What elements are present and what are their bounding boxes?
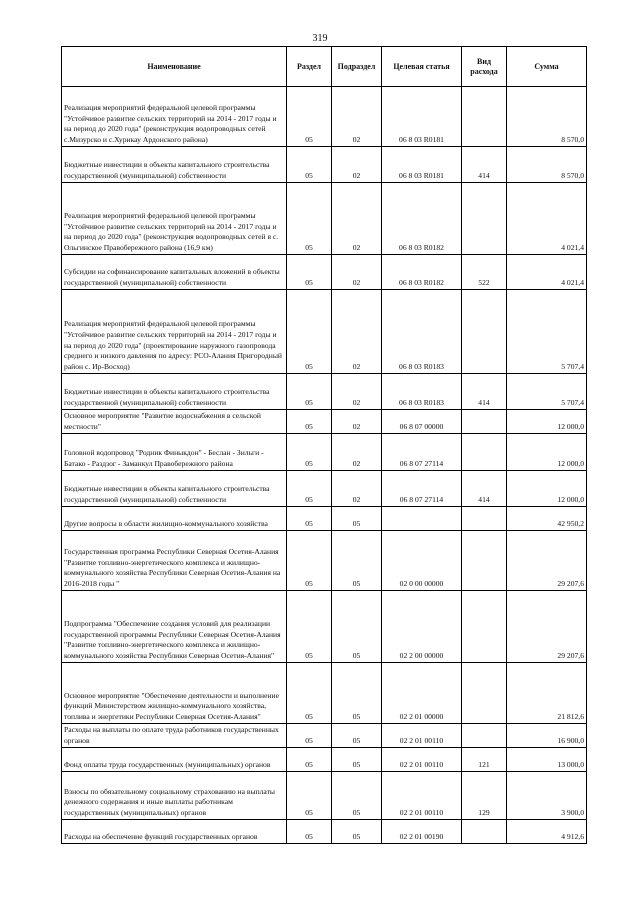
row-expense-type xyxy=(462,183,507,255)
row-subsection: 05 xyxy=(332,724,382,748)
table-row xyxy=(62,772,587,820)
row-subsection: 05 xyxy=(332,748,382,772)
budget-table xyxy=(61,46,587,844)
row-name: Расходы на выплаты по оплате труда работников государственных органов xyxy=(62,724,287,748)
table-row xyxy=(62,147,587,183)
row-name: Головной водопровод "Родник Финыкдон" - Беслан - Зильги - Батако - Раздзог - Заманкул Правобережного района xyxy=(62,434,287,471)
row-expense-type: 414 xyxy=(462,147,507,183)
table-row xyxy=(62,183,587,255)
row-sum: 4 021,4 xyxy=(507,255,587,290)
row-target: 02 2 01 00110 xyxy=(382,724,462,748)
row-expense-type xyxy=(462,434,507,471)
row-sum: 13 000,0 xyxy=(507,748,587,772)
row-target: 06 8 03 R0181 xyxy=(382,147,462,183)
row-subsection: 05 xyxy=(332,772,382,820)
table-row xyxy=(62,410,587,434)
row-name: Бюджетные инвестиции в объекты капитального строительства государственной (муниципальной) собственности xyxy=(62,147,287,183)
table-row xyxy=(62,374,587,410)
row-section: 05 xyxy=(287,772,332,820)
row-name: Реализация мероприятий федеральной целевой программы "Устойчивое развитие сельских территорий на 2014 - 2017 годы и на период до 2020 года" (проектирование наружного газопровода среднего и низкого давления по адресу: РСО-Алания Пригородный район с. Ир-Восход) xyxy=(62,290,287,374)
row-target: 06 8 07 27114 xyxy=(382,434,462,471)
row-section: 05 xyxy=(287,591,332,663)
row-name: Реализация мероприятий федеральной целевой программы "Устойчивое развитие сельских территорий на 2014 - 2017 годы и на период до 2020 года" (реконструкция водопроводных сетей с.Мизурско и с.Хурикау Ардонского района) xyxy=(62,87,287,147)
row-sum: 12 000,0 xyxy=(507,434,587,471)
row-expense-type xyxy=(462,591,507,663)
row-subsection: 05 xyxy=(332,531,382,591)
row-target xyxy=(382,507,462,531)
row-section: 05 xyxy=(287,374,332,410)
row-sum: 4 912,6 xyxy=(507,820,587,844)
row-sum: 21 812,6 xyxy=(507,663,587,724)
row-subsection: 02 xyxy=(332,410,382,434)
row-subsection: 02 xyxy=(332,434,382,471)
row-sum: 29 207,6 xyxy=(507,591,587,663)
table-row xyxy=(62,820,587,844)
row-target: 02 2 01 00000 xyxy=(382,663,462,724)
row-expense-type: 121 xyxy=(462,748,507,772)
table-row xyxy=(62,290,587,374)
row-section: 05 xyxy=(287,434,332,471)
row-name: Фонд оплаты труда государственных (муниципальных) органов xyxy=(62,748,287,772)
row-sum: 5 707,4 xyxy=(507,374,587,410)
col-header-section: Раздел xyxy=(287,47,332,87)
col-header-sum: Сумма xyxy=(507,47,587,87)
row-section: 05 xyxy=(287,255,332,290)
row-subsection: 02 xyxy=(332,290,382,374)
row-name: Расходы на обеспечение функций государственных органов xyxy=(62,820,287,844)
row-subsection: 02 xyxy=(332,374,382,410)
table-row xyxy=(62,507,587,531)
row-subsection: 02 xyxy=(332,471,382,507)
row-target: 02 2 01 00110 xyxy=(382,772,462,820)
row-subsection: 02 xyxy=(332,87,382,147)
row-name: Основное мероприятие "Обеспечение деятельности и выполнение функций Министерством жилищно-коммунального хозяйства, топлива и энергетики Республики Северная Осетия-Алания" xyxy=(62,663,287,724)
row-section: 05 xyxy=(287,87,332,147)
row-expense-type xyxy=(462,531,507,591)
row-sum: 3 900,0 xyxy=(507,772,587,820)
row-section: 05 xyxy=(287,724,332,748)
row-target: 02 2 01 00110 xyxy=(382,748,462,772)
row-sum: 8 570,0 xyxy=(507,87,587,147)
table-row xyxy=(62,471,587,507)
row-sum: 16 900,0 xyxy=(507,724,587,748)
row-target: 06 8 03 R0183 xyxy=(382,290,462,374)
table-row xyxy=(62,748,587,772)
row-subsection: 05 xyxy=(332,591,382,663)
row-expense-type xyxy=(462,410,507,434)
table-row xyxy=(62,663,587,724)
table-header-row xyxy=(62,47,587,87)
row-sum: 4 021,4 xyxy=(507,183,587,255)
row-expense-type xyxy=(462,507,507,531)
row-subsection: 02 xyxy=(332,183,382,255)
col-header-name: Наименование xyxy=(62,47,287,87)
table-row xyxy=(62,591,587,663)
row-subsection: 02 xyxy=(332,147,382,183)
row-name: Государственная программа Республики Северная Осетия-Алания "Развитие топливно-энергетического комплекса и жилищно-коммунального хозяйства Республики Северная Осетия-Алания на 2016-2018 годы " xyxy=(62,531,287,591)
row-target: 06 8 03 R0181 xyxy=(382,87,462,147)
col-header-target: Целевая статья xyxy=(382,47,462,87)
row-sum: 29 207,6 xyxy=(507,531,587,591)
table-row xyxy=(62,87,587,147)
row-section: 05 xyxy=(287,820,332,844)
row-expense-type xyxy=(462,820,507,844)
table-row xyxy=(62,531,587,591)
row-section: 05 xyxy=(287,663,332,724)
row-section: 05 xyxy=(287,290,332,374)
row-target: 06 8 07 27114 xyxy=(382,471,462,507)
row-name: Основное мероприятие "Развитие водоснабжения в сельской местности" xyxy=(62,410,287,434)
row-name: Подпрограмма "Обеспечение создания условий для реализации государственной программы Республики Северная Осетия-Алания "Развитие топливно-энергетического комплекса и жилищно-коммунального хозяйства Республики Северная Осетия-Алания" xyxy=(62,591,287,663)
row-expense-type xyxy=(462,87,507,147)
row-sum: 5 707,4 xyxy=(507,290,587,374)
row-name: Субсидии на софинансирование капитальных вложений в объекты государственной (муниципальной) собственности xyxy=(62,255,287,290)
row-subsection: 02 xyxy=(332,255,382,290)
col-header-expense-type: Вид расхода xyxy=(462,47,507,87)
row-section: 05 xyxy=(287,507,332,531)
row-subsection: 05 xyxy=(332,507,382,531)
row-expense-type: 414 xyxy=(462,374,507,410)
row-target: 02 2 01 00190 xyxy=(382,820,462,844)
row-expense-type: 129 xyxy=(462,772,507,820)
row-section: 05 xyxy=(287,147,332,183)
row-section: 05 xyxy=(287,471,332,507)
row-target: 06 8 03 R0182 xyxy=(382,183,462,255)
row-sum: 12 000,0 xyxy=(507,410,587,434)
row-sum: 8 570,0 xyxy=(507,147,587,183)
row-target: 06 8 07 00000 xyxy=(382,410,462,434)
row-name: Бюджетные инвестиции в объекты капитального строительства государственной (муниципальной) собственности xyxy=(62,471,287,507)
row-expense-type xyxy=(462,724,507,748)
row-name: Бюджетные инвестиции в объекты капитального строительства государственной (муниципальной) собственности xyxy=(62,374,287,410)
row-expense-type: 522 xyxy=(462,255,507,290)
row-sum: 42 950,2 xyxy=(507,507,587,531)
row-name: Другие вопросы в области жилищно-коммунального хозяйства xyxy=(62,507,287,531)
row-sum: 12 000,0 xyxy=(507,471,587,507)
table-row xyxy=(62,434,587,471)
row-expense-type xyxy=(462,663,507,724)
row-target: 06 8 03 R0183 xyxy=(382,374,462,410)
row-target: 06 8 03 R0182 xyxy=(382,255,462,290)
col-header-subsection: Подраздел xyxy=(332,47,382,87)
row-section: 05 xyxy=(287,410,332,434)
table-row xyxy=(62,724,587,748)
row-target: 02 2 00 00000 xyxy=(382,591,462,663)
row-target: 02 0 00 00000 xyxy=(382,531,462,591)
row-name: Реализация мероприятий федеральной целевой программы "Устойчивое развитие сельских территорий на 2014 - 2017 годы и на период до 2020 года" (реконструкция водопроводных сетей в с. Ольгинское Правобережного района (16,9 км) xyxy=(62,183,287,255)
row-section: 05 xyxy=(287,183,332,255)
row-expense-type xyxy=(462,290,507,374)
row-name: Взносы по обязательному социальному страхованию на выплаты денежного содержания и иные выплаты работникам государственных (муниципальных) органов xyxy=(62,772,287,820)
row-section: 05 xyxy=(287,748,332,772)
table-row xyxy=(62,255,587,290)
row-subsection: 05 xyxy=(332,663,382,724)
page-number: 319 xyxy=(312,33,328,44)
row-expense-type: 414 xyxy=(462,471,507,507)
row-section: 05 xyxy=(287,531,332,591)
row-subsection: 05 xyxy=(332,820,382,844)
